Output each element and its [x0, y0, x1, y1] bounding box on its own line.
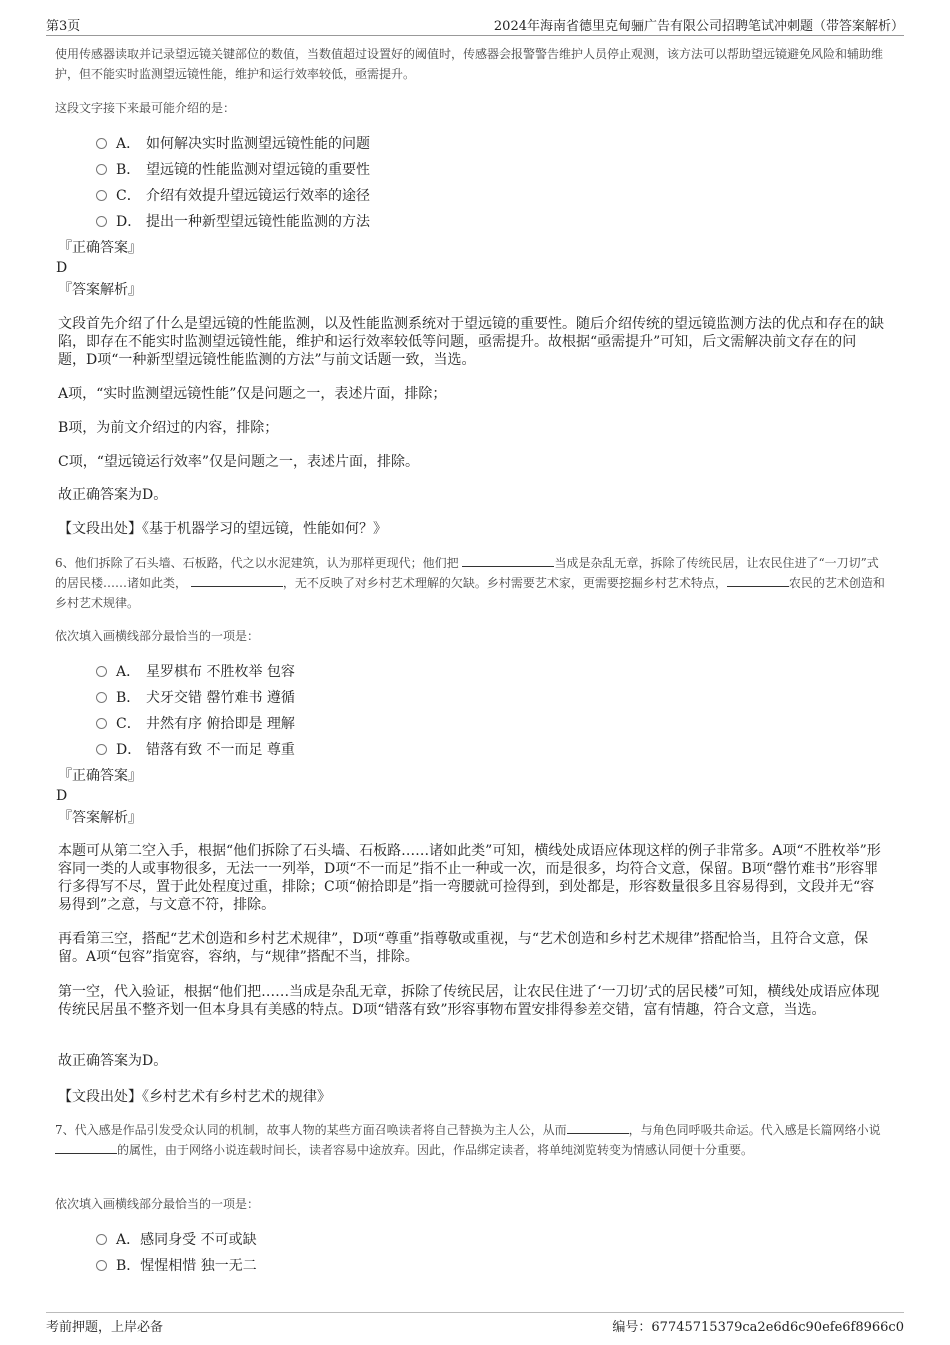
q6-conclusion: 故正确答案为D。	[58, 1053, 168, 1069]
q6-analysis-label: 『答案解析』	[58, 810, 142, 826]
radio-icon[interactable]	[96, 138, 107, 149]
q6-option-c[interactable]: C． 井然有序 俯拾即是 理解	[96, 714, 295, 734]
page-header	[46, 13, 904, 36]
q6-answer: D	[56, 788, 68, 804]
radio-icon[interactable]	[96, 164, 107, 175]
q6-stem: 6、他们拆除了石头墙、石板路，代之以水泥建筑，认为那样更现代；他们把 当成是杂乱无章，拆除了传统民居，让农民住进了“一刀切”式的居民楼……诸如此类， ，无不反映了对乡村艺术理解的欠缺。乡村需要艺术家，更需要挖掘乡村艺术特点， 农民的艺术创造和乡村艺术规律。	[55, 556, 885, 610]
q5-analysis-a: A项，“实时监测望远镜性能”仅是问题之一，表述片面，排除；	[58, 386, 447, 402]
q5-analysis-label: 『答案解析』	[58, 282, 142, 298]
q6-analysis-3: 第一空，代入验证，根据“他们把……当成是杂乱无章，拆除了传统民居，让农民住进了‘一刀切’式的居民楼”可知，横线处成语应体现传统民居虽不整齐划一但本身具有美感的特点。D项“错落有致”形容事物布置安排得参差交错，富有情趣，符合文意，当选。	[58, 984, 880, 1018]
q5-conclusion: 故正确答案为D。	[58, 487, 168, 503]
radio-icon[interactable]	[96, 216, 107, 227]
radio-icon[interactable]	[96, 1260, 107, 1271]
q5-answer: D	[56, 260, 68, 276]
q5-analysis-b: B项，为前文介绍过的内容，排除；	[58, 420, 279, 436]
q6-analysis-2: 再看第三空，搭配“艺术创造和乡村艺术规律”，D项“尊重”指尊敬或重视，与“艺术创造和乡村艺术规律”搭配恰当，且符合文意，保留。A项“包容”指宽容，容纳，与“规律”搭配不当，排除。	[58, 931, 869, 965]
q6-option-b[interactable]: B． 犬牙交错 罄竹难书 遵循	[96, 688, 295, 708]
q6-answer-label: 『正确答案』	[58, 768, 142, 784]
radio-icon[interactable]	[96, 666, 107, 677]
radio-icon[interactable]	[96, 718, 107, 729]
document-title: 2024年海南省德里克甸骊广告有限公司招聘笔试冲刺题（带答案解析）	[493, 19, 904, 34]
q6-source: 【文段出处】《乡村艺术有乡村艺术的规律》	[58, 1089, 331, 1105]
blank-1[interactable]	[462, 554, 554, 567]
document-id: 编号：67745715379ca2e6d6c90efe6f8966c0	[612, 1320, 904, 1335]
q5-analysis-paragraph: 文段首先介绍了什么是望远镜的性能监测，以及性能监测系统对于望远镜的重要性。随后介绍传统的望远镜监测方法的优点和存在的缺陷，即存在不能实时监测望远镜性能，维护和运行效率较低等问题，亟需提升。故根据“亟需提升”可知，后文需解决前文存在的问题，D项“一种新型望远镜性能监测的方法”与前文话题一致，当选。	[58, 316, 884, 368]
footer-slogan: 考前押题，上岸必备	[46, 1320, 164, 1335]
q5-answer-label: 『正确答案』	[58, 240, 142, 256]
q7-stem: 7、代入感是作品引发受众认同的机制，故事人物的某些方面召唤读者将自己替换为主人公，从而 ，与角色同呼吸共命运。代入感是长篇网络小说的属性，由于网络小说连载时间长，读者容易中途放弃。因此，作品绑定读者，将单纯浏览转变为情感认同便十分重要。	[55, 1123, 881, 1157]
q5-prompt: 这段文字接下来最可能介绍的是：	[55, 101, 236, 115]
q7-option-a[interactable]: A．感同身受 不可或缺	[96, 1230, 257, 1250]
blank-1[interactable]	[567, 1121, 629, 1134]
page-footer	[46, 1312, 904, 1337]
blank-3[interactable]	[727, 574, 789, 587]
q5-option-b[interactable]: B． 望远镜的性能监测对望远镜的重要性	[96, 160, 370, 180]
q5-option-a[interactable]: A． 如何解决实时监测望远镜性能的问题	[96, 134, 370, 154]
blank-2[interactable]	[55, 1141, 117, 1154]
q5-passage: 使用传感器读取并记录望远镜关键部位的数值，当数值超过设置好的阈值时，传感器会报警警告维护人员停止观测，该方法可以帮助望远镜避免风险和辅助维护，但不能实时监测望远镜性能，维护和运行效率较低，亟需提升。	[55, 47, 884, 81]
radio-icon[interactable]	[96, 190, 107, 201]
q6-option-d[interactable]: D． 错落有致 不一而足 尊重	[96, 740, 295, 760]
q6-prompt: 依次填入画横线部分最恰当的一项是：	[55, 629, 260, 643]
blank-2[interactable]	[191, 574, 283, 587]
q5-option-d[interactable]: D． 提出一种新型望远镜性能监测的方法	[96, 212, 370, 232]
q7-option-b[interactable]: B．惺惺相惜 独一无二	[96, 1256, 257, 1276]
radio-icon[interactable]	[96, 1234, 107, 1245]
q6-option-a[interactable]: A． 星罗棋布 不胜枚举 包容	[96, 662, 295, 682]
radio-icon[interactable]	[96, 692, 107, 703]
q5-source: 【文段出处】《基于机器学习的望远镜，性能如何？》	[58, 521, 387, 537]
q5-analysis-c: C项，“望远镜运行效率”仅是问题之一，表述片面，排除。	[58, 454, 420, 470]
radio-icon[interactable]	[96, 744, 107, 755]
page-number: 第3页	[46, 19, 81, 34]
q7-prompt: 依次填入画横线部分最恰当的一项是：	[55, 1197, 260, 1211]
q5-option-c[interactable]: C． 介绍有效提升望远镜运行效率的途径	[96, 186, 370, 206]
q6-analysis-1: 本题可从第二空入手，根据“他们拆除了石头墙、石板路……诸如此类”可知，横线处成语应体现这样的例子非常多。A项“不胜枚举”形容同一类的人或事物很多，无法一一列举，D项“不一而足”指不止一种或一次，而是很多，均符合文意，保留。B项“罄竹难书”形容罪行多得写不尽，置于此处程度过重，排除；C项“俯拾即是”指一弯腰就可捡得到，到处都是，形容数量很多且容易得到，文段并无“容易得到”之意，与文意不符，排除。	[58, 843, 881, 913]
